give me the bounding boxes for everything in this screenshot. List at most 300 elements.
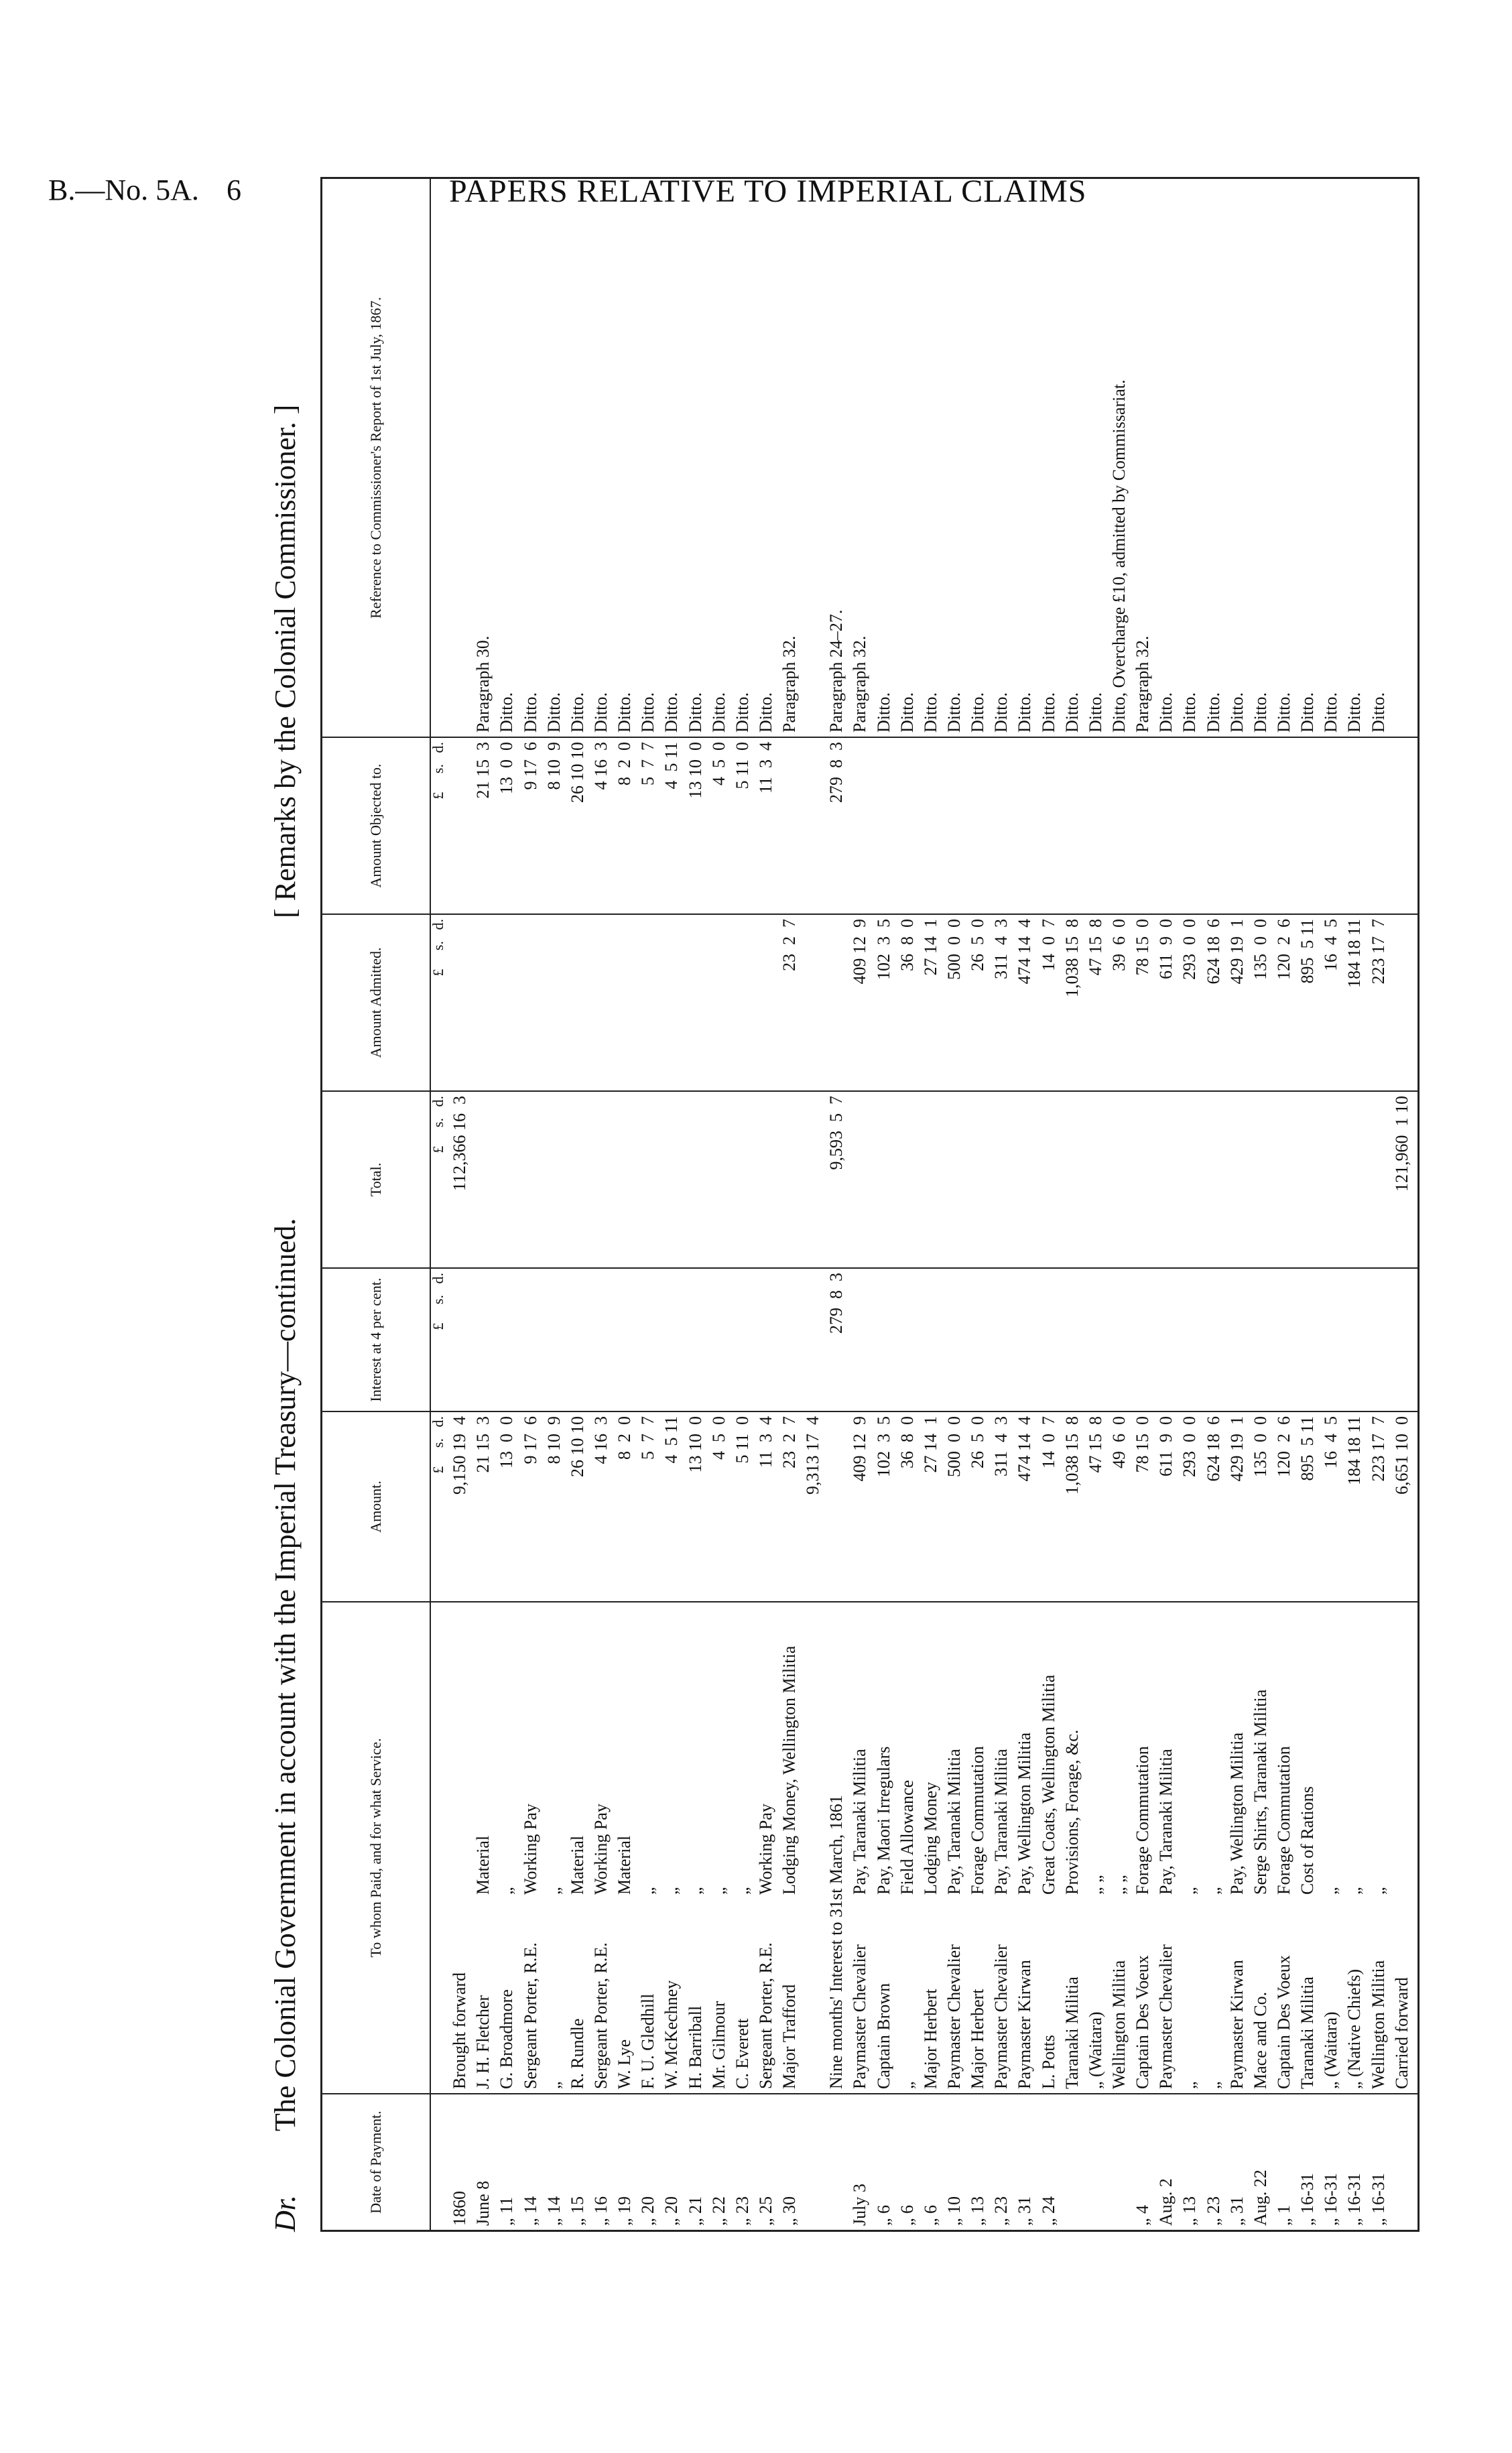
total-cell [1346, 1091, 1369, 1268]
date-cell: „ 20 [639, 2094, 663, 2231]
total-cell [1111, 1091, 1134, 1268]
payee: W. McKechney [662, 1980, 682, 2089]
total-cell [757, 1091, 781, 1268]
interest-cell [781, 1268, 804, 1411]
reference-cell: Paragraph 30. [475, 178, 498, 738]
interest-cell [522, 1268, 546, 1411]
col-admitted: Amount Admitted. [322, 914, 431, 1091]
whom-cell [1252, 1602, 1275, 2094]
table-row [522, 178, 546, 2231]
interest-cell [1393, 1268, 1417, 1411]
objected-cell [1370, 737, 1393, 914]
whom-cell [946, 1602, 969, 2094]
objected-cell [1228, 737, 1252, 914]
reference-cell: Ditto. [663, 178, 686, 738]
date-cell: „ 13 [1181, 2094, 1204, 2231]
amount-cell: 102 3 5 [875, 1411, 899, 1602]
date-cell: „ 21 [687, 2094, 710, 2231]
objected-cell [1299, 737, 1322, 914]
interest-cell [1134, 1268, 1157, 1411]
reference-cell: Ditto. [1252, 178, 1275, 738]
whom-cell [804, 1602, 828, 2094]
objected-cell: 4 5 11 [663, 737, 686, 914]
amount-cell: 611 9 0 [1157, 1411, 1181, 1602]
whom-cell [592, 1602, 616, 2094]
date-cell: „ 4 [1134, 2094, 1157, 2231]
service: Serge Shirts, Taranaki Militia [1250, 1689, 1270, 1895]
whom-cell [1370, 1602, 1393, 2094]
admitted-cell: 78 15 0 [1134, 914, 1157, 1091]
service: „ [662, 1887, 682, 1895]
total-cell [1134, 1091, 1157, 1268]
objected-cell [922, 737, 946, 914]
amount-cell: 1,038 15 8 [1064, 1411, 1087, 1602]
amount-cell: 23 2 7 [781, 1411, 804, 1602]
whom-cell [639, 1602, 663, 2094]
table-row [851, 178, 875, 2231]
empty-cell [804, 1268, 828, 1411]
reference-cell: Ditto. [899, 178, 922, 738]
lsd-spacer [430, 1602, 451, 2094]
col-amount: Amount. [322, 1411, 431, 1602]
interest-cell [946, 1268, 969, 1411]
objected-cell [1016, 737, 1040, 914]
amount-cell: 5 7 7 [639, 1411, 663, 1602]
carried-label: Carried forward [1393, 1602, 1417, 2094]
whom-cell [663, 1602, 686, 2094]
whom-cell [851, 1602, 875, 2094]
service: Field Allowance [897, 1779, 917, 1895]
amount-cell: 26 10 10 [569, 1411, 592, 1602]
interest-cell [1040, 1268, 1064, 1411]
total-cell [546, 1091, 569, 1268]
col-interest: Interest at 4 per cent. [322, 1268, 431, 1411]
date-cell: „ 25 [757, 2094, 781, 2231]
admitted-cell: 36 8 0 [899, 914, 922, 1091]
total-cell [710, 1091, 734, 1268]
table-row [639, 178, 663, 2231]
empty-cell [1417, 914, 1419, 1091]
payee: Mr. Gilmour [708, 2001, 729, 2089]
date-cell: „ 1 [1275, 2094, 1299, 2231]
carried-forward-row [1393, 178, 1417, 2231]
payee: Captain Brown [873, 1983, 893, 2089]
admitted-cell: 611 9 0 [1157, 914, 1181, 1091]
reference-cell: Ditto. [875, 178, 899, 738]
empty-cell [804, 737, 828, 914]
table-row [969, 178, 993, 2231]
date-cell: „ 22 [710, 2094, 734, 2231]
table-row [569, 178, 592, 2231]
payee: Major Trafford [779, 1984, 800, 2089]
amount-cell [828, 1411, 851, 1602]
col-total: Total. [322, 1091, 431, 1268]
objected-cell: 11 3 4 [757, 737, 781, 914]
table-row [899, 178, 922, 2231]
amount-cell: 5 11 0 [734, 1411, 757, 1602]
total-cell [1299, 1091, 1322, 1268]
admitted-cell: 500 0 0 [946, 914, 969, 1091]
subtotal-amount: 9,313 17 4 [804, 1411, 828, 1602]
date-cell [804, 2094, 828, 2231]
interest-cell [993, 1268, 1016, 1411]
admitted-cell: 1,038 15 8 [1064, 914, 1087, 1091]
objected-cell [1064, 737, 1087, 914]
total-cell [498, 1091, 521, 1268]
service: Forage Commutation [968, 1746, 988, 1895]
interest-cell [875, 1268, 899, 1411]
date-cell: July 3 [851, 2094, 875, 2231]
whom-cell [1134, 1602, 1157, 2094]
amount-cell: 21 15 3 [475, 1411, 498, 1602]
whom-cell [969, 1602, 993, 2094]
table-row [1299, 178, 1322, 2231]
amount-cell: 429 19 1 [1228, 1411, 1252, 1602]
date-cell: „ 16-31 [1299, 2094, 1322, 2231]
interest-cell [569, 1268, 592, 1411]
interest-cell [687, 1268, 710, 1411]
admitted-cell: 409 12 9 [851, 914, 875, 1091]
reference-cell: Ditto. [993, 178, 1016, 738]
objected-cell [1393, 737, 1417, 914]
interest-cell [1157, 1268, 1181, 1411]
interest-cell [639, 1268, 663, 1411]
table-row [875, 178, 899, 2231]
objected-cell [946, 737, 969, 914]
objected-cell: 26 10 10 [569, 737, 592, 914]
admitted-cell [1393, 914, 1417, 1091]
admitted-cell [592, 914, 616, 1091]
col-objected: Amount Objected to. [322, 737, 431, 914]
reference-cell: Ditto. [592, 178, 616, 738]
total-cell [639, 1091, 663, 1268]
table-row [546, 178, 569, 2231]
interest-cell [546, 1268, 569, 1411]
table-row [757, 178, 781, 2231]
payee: Captain Des Voeux [1133, 1955, 1153, 2089]
date-cell: „ 20 [663, 2094, 686, 2231]
amount-cell: 27 14 1 [922, 1411, 946, 1602]
objected-cell [969, 737, 993, 914]
date-cell: „ 16-31 [1322, 2094, 1346, 2231]
empty-cell [1417, 1411, 1419, 1602]
whom-cell [1087, 1602, 1111, 2094]
reference-cell: Ditto. [1157, 178, 1181, 738]
admitted-cell [475, 914, 498, 1091]
amount-cell: 895 5 11 [1299, 1411, 1322, 1602]
table-row [922, 178, 946, 2231]
reference-cell: Paragraph 32. [851, 178, 875, 738]
date-cell [1064, 2094, 1087, 2231]
amount-cell: 47 15 8 [1087, 1411, 1111, 1602]
table-row [734, 178, 757, 2231]
admitted-cell: 895 5 11 [1299, 914, 1322, 1091]
date-cell [1111, 2094, 1134, 2231]
whom-cell [546, 1602, 569, 2094]
service: „ [1368, 1887, 1388, 1895]
service: Forage Commutation [1133, 1746, 1153, 1895]
payee: J. H. Fletcher [473, 1995, 493, 2089]
service: Working Pay [520, 1804, 540, 1895]
payee: „ [544, 2081, 564, 2089]
reference-cell [1393, 178, 1417, 738]
empty-cell [804, 178, 828, 738]
page-number: 6 [227, 174, 241, 206]
payee: Sergeant Porter, R.E. [755, 1942, 775, 2089]
total-cell [851, 1091, 875, 1268]
payee: L. Potts [1038, 2035, 1058, 2089]
admitted-cell: 27 14 1 [922, 914, 946, 1091]
reference-cell: Ditto. [1228, 178, 1252, 738]
admitted-cell: 223 17 7 [1370, 914, 1393, 1091]
objected-cell: 13 10 0 [687, 737, 710, 914]
payee: G. Broadmore [497, 1989, 517, 2089]
table-row [1181, 178, 1204, 2231]
carried-amount: 6,651 10 0 [1393, 1411, 1417, 1602]
service: „ [732, 1887, 752, 1895]
date-cell: „ 23 [1205, 2094, 1228, 2231]
amount-cell: 14 0 7 [1040, 1411, 1064, 1602]
interest-cell [1064, 1268, 1087, 1411]
total-cell [1087, 1091, 1111, 1268]
date-cell: „ 6 [899, 2094, 922, 2231]
interest-cell [451, 1268, 475, 1411]
total-cell [734, 1091, 757, 1268]
reference-cell: Ditto. [1322, 178, 1346, 738]
reference-cell: Ditto. [710, 178, 734, 738]
admitted-cell: 311 4 3 [993, 914, 1016, 1091]
date-cell: „ 15 [569, 2094, 592, 2231]
total-cell [687, 1091, 710, 1268]
objected-cell [899, 737, 922, 914]
date-cell: „ 14 [522, 2094, 546, 2231]
table-row [1322, 178, 1346, 2231]
amount-cell: 36 8 0 [899, 1411, 922, 1602]
service: Pay, Taranaki Militia [1156, 1749, 1176, 1895]
date-cell: „ 14 [546, 2094, 569, 2231]
caption-dr: Dr. [269, 2194, 302, 2232]
interest-cell [663, 1268, 686, 1411]
lsd-label: £ s. d. [430, 737, 451, 914]
date-cell: „ 16-31 [1346, 2094, 1369, 2231]
reference-cell: Paragraph 32. [781, 178, 804, 738]
payee: Captain Des Voeux [1274, 1955, 1294, 2089]
admitted-cell: 26 5 0 [969, 914, 993, 1091]
objected-cell: 9 17 6 [522, 737, 546, 914]
date-cell: „ 16-31 [1370, 2094, 1393, 2231]
objected-cell [1205, 737, 1228, 914]
admitted-cell [616, 914, 639, 1091]
reference-cell: Ditto. [757, 178, 781, 738]
reference-cell: Ditto. [569, 178, 592, 738]
service: Material [473, 1835, 493, 1895]
total-cell [1228, 1091, 1252, 1268]
admitted-cell: 429 19 1 [1228, 914, 1252, 1091]
date-cell: „ 13 [969, 2094, 993, 2231]
interest-cell [1087, 1268, 1111, 1411]
whom-cell [1040, 1602, 1064, 2094]
date-cell: „ 31 [1228, 2094, 1252, 2231]
amount-cell: 16 4 5 [1322, 1411, 1346, 1602]
table-row [451, 178, 475, 2231]
date-cell: „ 31 [1016, 2094, 1040, 2231]
service: „ [1321, 1887, 1341, 1895]
admitted-cell [569, 914, 592, 1091]
table-row [498, 178, 521, 2231]
service: „ [1344, 1887, 1365, 1895]
interest-cell [1252, 1268, 1275, 1411]
table-row [687, 178, 710, 2231]
total-cell [922, 1091, 946, 1268]
whom-cell [734, 1602, 757, 2094]
reference-cell: Ditto. [969, 178, 993, 738]
ledger-table [320, 177, 1420, 2232]
service: „ [1180, 1887, 1200, 1895]
service: Pay, Wellington Militia [1226, 1732, 1247, 1895]
admitted-cell: 474 14 4 [1016, 914, 1040, 1091]
service: Pay, Taranaki Militia [991, 1749, 1011, 1895]
amount-cell: 13 0 0 [498, 1411, 521, 1602]
total-cell [1322, 1091, 1346, 1268]
payee: R. Rundle [567, 2018, 587, 2089]
amount-cell: 8 10 9 [546, 1411, 569, 1602]
admitted-cell [498, 914, 521, 1091]
total-cell [781, 1091, 804, 1268]
amount-cell: 135 0 0 [1252, 1411, 1275, 1602]
amount-cell: 4 16 3 [592, 1411, 616, 1602]
objected-cell [993, 737, 1016, 914]
reference-cell: Ditto. [1370, 178, 1393, 738]
service: Pay, Wellington Militia [1015, 1732, 1035, 1895]
interest-cell [1370, 1268, 1393, 1411]
empty-cell [1417, 1602, 1419, 2094]
date-cell: „ 11 [498, 2094, 521, 2231]
date-cell: 1860 [451, 2094, 475, 2231]
interest-cell [757, 1268, 781, 1411]
admitted-cell [451, 914, 475, 1091]
empty-cell [804, 1091, 828, 1268]
total-cell [1040, 1091, 1064, 1268]
total-cell [522, 1091, 546, 1268]
table-row [1064, 178, 1087, 2231]
admitted-cell: 293 0 0 [1181, 914, 1204, 1091]
reference-cell: Ditto. [922, 178, 946, 738]
payee: Paymaster Kirwan [1226, 1960, 1247, 2089]
date-cell: „ 6 [922, 2094, 946, 2231]
series-code: B.—No. 5A. [48, 174, 199, 206]
date-cell: Aug. 22 [1252, 2094, 1275, 2231]
total-cell [1370, 1091, 1393, 1268]
ledger-frame [268, 241, 1428, 2245]
table-row [1016, 178, 1040, 2231]
amount-cell: 500 0 0 [946, 1411, 969, 1602]
objected-cell [1040, 737, 1064, 914]
interest-objected: 279 8 3 [828, 737, 851, 914]
amount-cell: 184 18 11 [1346, 1411, 1369, 1602]
date-cell: „ 6 [875, 2094, 899, 2231]
interest-cell [1205, 1268, 1228, 1411]
payee: H. Barriball [685, 2005, 705, 2089]
total-cell [1205, 1091, 1228, 1268]
reference-cell: Ditto. [1346, 178, 1369, 738]
table-row [663, 178, 686, 2231]
interest-cell [1346, 1268, 1369, 1411]
payee: Taranaki Militia [1062, 1976, 1082, 2089]
interest-cell [710, 1268, 734, 1411]
objected-cell: 4 5 0 [710, 737, 734, 914]
amount-cell: 409 12 9 [851, 1411, 875, 1602]
amount-cell: 9,150 19 4 [451, 1411, 475, 1602]
page-title: PAPERS RELATIVE TO IMPERIAL CLAIMS [449, 174, 1087, 209]
admitted-cell [546, 914, 569, 1091]
interest-cell [851, 1268, 875, 1411]
payee: F. U. Gledhill [638, 1993, 658, 2089]
reference-cell: Ditto. [1181, 178, 1204, 738]
amount-cell: 49 6 0 [1111, 1411, 1134, 1602]
payee: Major Herbert [920, 1989, 940, 2089]
amount-cell: 4 5 0 [710, 1411, 734, 1602]
table-row [616, 178, 639, 2231]
amount-cell: 11 3 4 [757, 1411, 781, 1602]
admitted-cell: 23 2 7 [781, 914, 804, 1091]
payee: C. Everett [732, 2018, 752, 2089]
service: Lodging Money [920, 1781, 940, 1895]
amount-cell: 8 2 0 [616, 1411, 639, 1602]
total-cell [475, 1091, 498, 1268]
admitted-cell [734, 914, 757, 1091]
payee: „ [1203, 2081, 1223, 2089]
total-cell [993, 1091, 1016, 1268]
whom-cell [710, 1602, 734, 2094]
objected-cell: 4 16 3 [592, 737, 616, 914]
whom-cell [899, 1602, 922, 2094]
objected-cell [875, 737, 899, 914]
subtotal-row [804, 178, 828, 2231]
table-row [592, 178, 616, 2231]
whom-cell [451, 1602, 475, 2094]
lsd-label: £ s. d. [430, 914, 451, 1091]
whom-cell [1064, 1602, 1087, 2094]
date-cell [828, 2094, 851, 2231]
objected-cell [1322, 737, 1346, 914]
date-cell: „ 23 [734, 2094, 757, 2231]
whom-cell [757, 1602, 781, 2094]
interest-cell [498, 1268, 521, 1411]
objected-cell [1087, 737, 1111, 914]
whom-cell [687, 1602, 710, 2094]
service: Pay, Maori Irregulars [873, 1746, 893, 1895]
caption-main: The Colonial Government in account with the Imperial Treasury—continued. [269, 1218, 302, 2131]
date-cell [1087, 2094, 1111, 2231]
amount-cell: 223 17 7 [1370, 1411, 1393, 1602]
amount-cell: 624 18 6 [1205, 1411, 1228, 1602]
whom-cell [1205, 1602, 1228, 2094]
payee: „ (Waitara) [1321, 2011, 1341, 2089]
whom-cell [1299, 1602, 1322, 2094]
date-cell: „ 10 [946, 2094, 969, 2231]
col-date: Date of Payment. [322, 2094, 431, 2231]
objected-cell: 8 2 0 [616, 737, 639, 914]
service: „ [497, 1887, 517, 1895]
empty-cell [804, 914, 828, 1091]
total-cell [1252, 1091, 1275, 1268]
interest-cell [1181, 1268, 1204, 1411]
interest-cell [1322, 1268, 1346, 1411]
table-row [946, 178, 969, 2231]
table-row [1205, 178, 1228, 2231]
date-cell: „ 24 [1040, 2094, 1064, 2231]
interest-cell [1228, 1268, 1252, 1411]
